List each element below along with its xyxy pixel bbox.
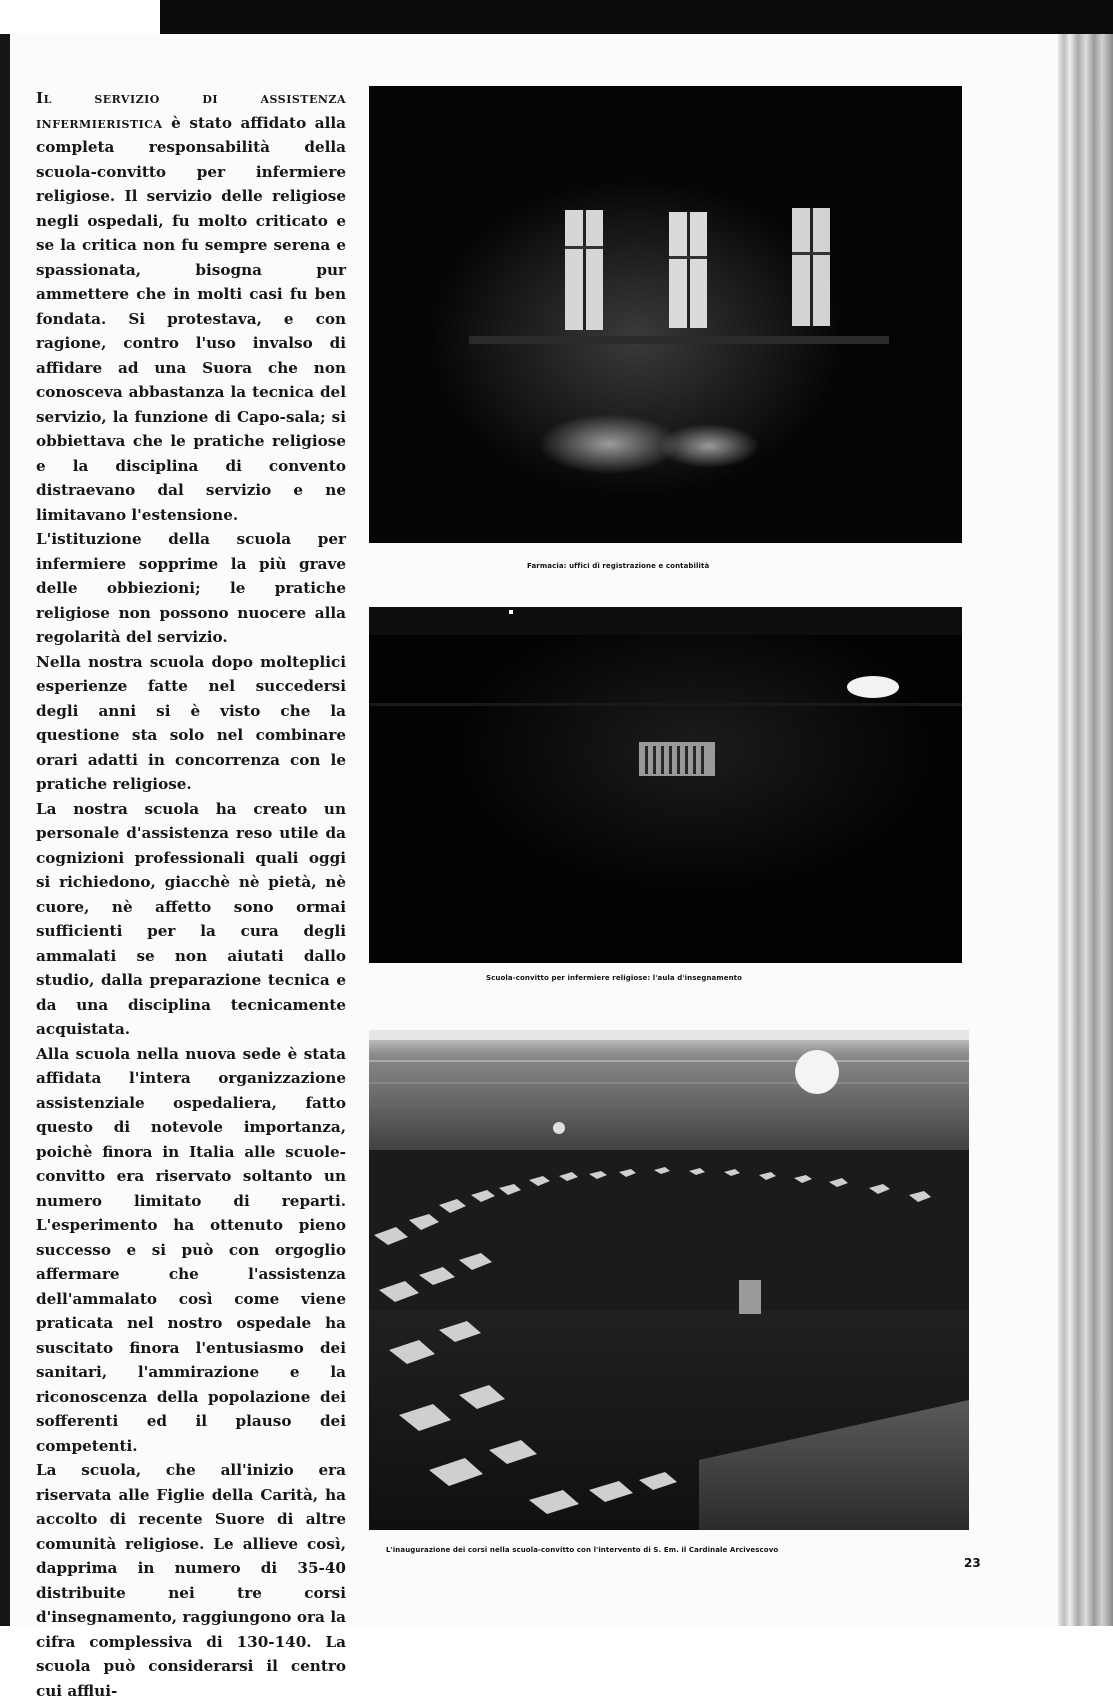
book-page-edges [1058,34,1113,1626]
figure-caption: L'inaugurazione dei corsi nella scuola-convitto con l'intervento di S. Em. il Cardinale Arcivescovo [386,1546,779,1554]
figure-caption: Farmacia: uffici di registrazione e contabilità [527,562,710,570]
scan-dark-border-left [0,34,10,1626]
article-paragraph: La nostra scuola ha creato un personale d'assistenza reso utile da cognizioni professionali quali oggi si richiedono, giacchè nè pietà, nè cuore, nè affetto sono ormai sufficienti per la cura degli ammalati se non aiutati dallo studio, dalla preparazione tecnica e da una disciplina tecnicamente acquistata. [36,799,346,1038]
article-paragraph [36,86,346,527]
article-lead: Il servizio di assistenza infermieristica [36,89,346,132]
scan-dark-border-top [160,0,1113,34]
scan-corner [0,0,160,34]
article-paragraph: Alla scuola nella nuova sede è stata affidata l'intera organizzazione assistenziale ospedaliera, fatto questo di notevole importanza, poichè finora in Italia alle scuole-convitto era riservato soltanto un numero limitato di reparti. L'esperimento ha ottenuto pieno successo e si può con orgoglio affermare che l'assistenza dell'ammalato così come viene praticata nel nostro ospedale ha suscitato finora l'entusiasmo dei sanitari, l'ammirazione e la riconoscenza della popolazione dei sofferenti ed il plauso dei competenti. [36,1044,346,1455]
article-paragraph-text: è stato affidato alla completa responsabilità della scuola-convitto per infermiere religiose. Il servizio delle religiose negli ospedali, fu molto criticato e se la critica non fu sempre serena e spassionata, bisogna pur ammettere che in molti casi fu ben fondata. Si protestava, e con ragione, contro l'uso invalso di affidare ad una Suora che non conosceva abbastanza la tecnica del servizio, la funzione di Capo-sala; si obbiettava che le pratiche religiose e la disciplina di convento distraevano dal servizio e ne limitavano l'estensione. [36,113,346,524]
photo-classroom [369,607,962,963]
article-paragraph: Nella nostra scuola dopo molteplici esperienze fatte nel succedersi degli anni si è visto che la questione sta solo nel combinare orari adatti in concorrenza con le pratiche religiose. [36,652,346,793]
article-paragraph: L'istituzione della scuola per infermiere sopprime la più grave delle obbiezioni; le pratiche religiose non possono nuocere alla regolarità del servizio. [36,530,346,646]
figure-caption: Scuola-convitto per infermiere religiose: l'aula d'insegnamento [486,974,743,982]
photo-pharmacy-office [369,86,962,543]
article-text-column [36,86,346,1703]
photo-inauguration [369,1030,969,1530]
article-paragraph: La scuola, che all'inizio era riservata alle Figlie della Carità, ha accolto di recente Suore di altre comunità religiose. Le allieve così, dapprima in numero di 35-40 distribuite nei tre corsi d'insegnamento, raggiungono ora la cifra complessiva di 130-140. La scuola può considerarsi il centro cui afflui- [36,1461,346,1700]
page-number: 23 [964,1556,981,1570]
